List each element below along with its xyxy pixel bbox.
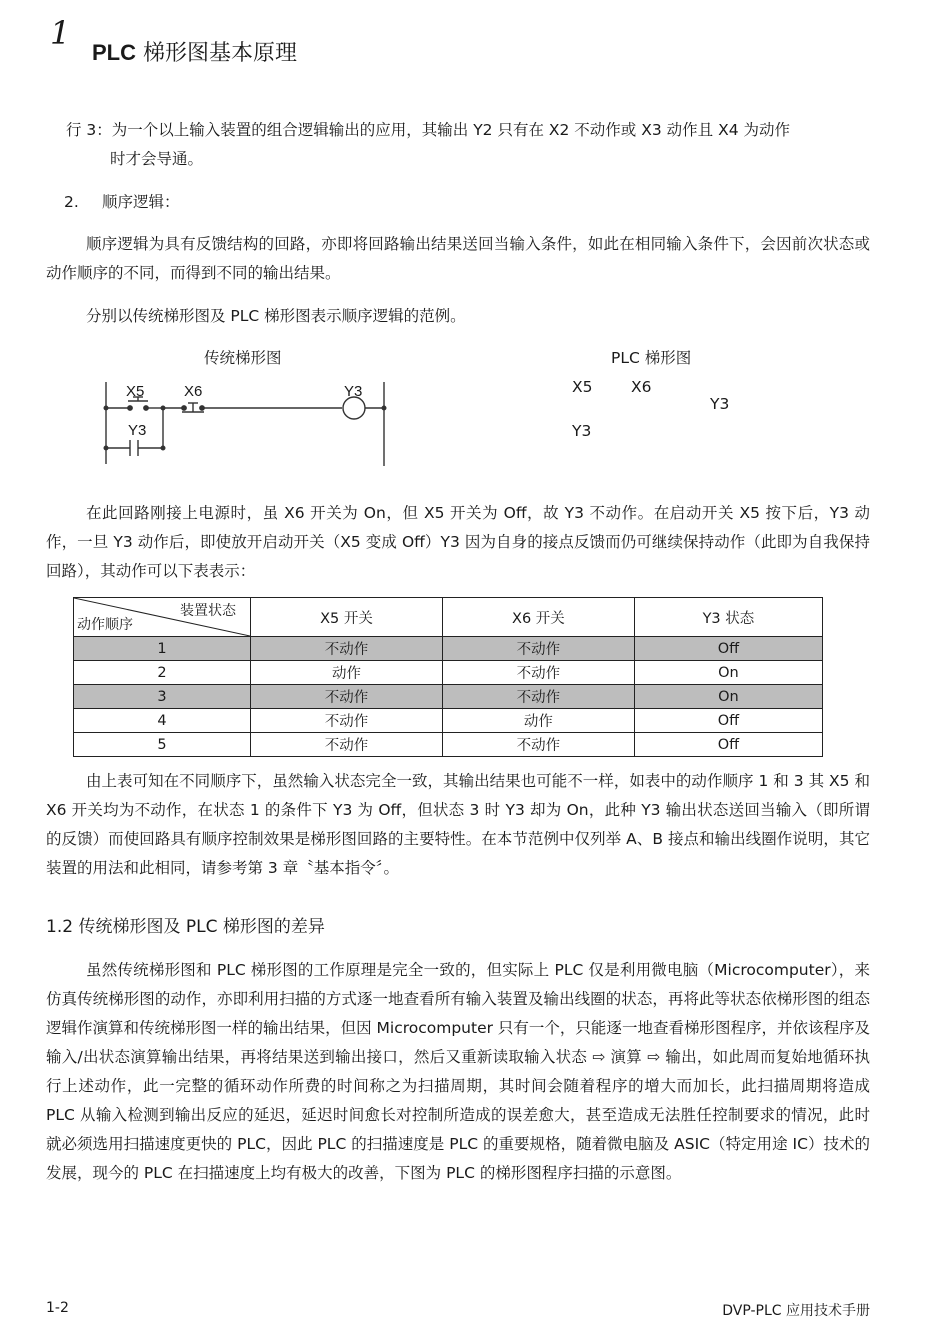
chapter-title-latin: PLC	[92, 40, 136, 65]
plc-label-y3-contact: Y3	[572, 422, 592, 440]
ladder-label-y3-contact: Y3	[128, 422, 147, 439]
y3-output-coil	[343, 397, 365, 419]
cell-seq: 3	[74, 685, 251, 709]
section-heading-1-2: 1.2 传统梯形图及 PLC 梯形图的差异	[46, 917, 325, 937]
table-corner-cell	[74, 598, 251, 637]
operation-state-table	[73, 597, 823, 757]
item-2-label: 顺序逻辑：	[102, 193, 180, 211]
paragraph-example-intro: 分别以传统梯形图及 PLC 梯形图表示顺序逻辑的范例。	[86, 307, 466, 325]
paragraph-table-explanation: 由上表可知在不同顺序下，虽然输入状态完全一致，其输出结果也可能不一样，如表中的动作顺序 1 和 3 其 X5 和 X6 开关均为不动作，在状态 1 的条件下 Y3 为 Off，但状态 3 时 Y3 却为 On，此种 Y3 输出状态送回当输入（即所谓的反馈）而使回路具有顺序控制效果是梯形图回路的主要特性。在本节范例中仅列举 A、B 接点和输出线圈作说明，其它装置的用法和此相同，请参考第 3 章〝基本指令〞。	[46, 772, 870, 877]
table-row	[74, 661, 823, 685]
paragraph-circuit-operation: 在此回路刚接上电源时，虽 X6 开关为 On，但 X5 开关为 Off，故 Y3 不动作。在启动开关 X5 按下后，Y3 动作，一旦 Y3 动作后，即使放开启动开关（X5 变成 Off）Y3 因为自身的接点反馈而仍可继续保持动作（此即为自我保持回路），其动作可以下表表示：	[46, 504, 870, 580]
line3-first: 行 3：为一个以上输入装置的组合逻辑输出的应用，其输出 Y2 只有在 X2 不动作或 X3 动作且 X4 为动作	[66, 121, 790, 139]
item-2-number: 2.	[64, 193, 79, 211]
table-header-row	[74, 598, 823, 637]
cell-y3: Off	[634, 733, 822, 757]
cell-seq: 2	[74, 661, 251, 685]
figure-traditional-title: 传统梯形图	[204, 349, 282, 367]
chapter-title	[92, 36, 297, 67]
line3-second: 时才会导通。	[110, 150, 204, 168]
cell-x6: 不动作	[442, 661, 634, 685]
x6-pushbutton-contact	[182, 403, 204, 412]
cell-seq: 5	[74, 733, 251, 757]
footer-page-number: 1-2	[46, 1300, 69, 1316]
cell-x6: 动作	[442, 709, 634, 733]
cell-y3: On	[634, 685, 822, 709]
traditional-ladder-diagram	[100, 378, 400, 470]
cell-seq: 1	[74, 637, 251, 661]
ladder-label-x6: X6	[184, 383, 203, 400]
table-row	[74, 733, 823, 757]
cell-x5: 不动作	[251, 637, 443, 661]
item-2-heading	[64, 188, 180, 217]
chapter-title-rest: 梯形图基本原理	[136, 41, 297, 66]
cell-x5: 不动作	[251, 685, 443, 709]
column-header-x5: X5 开关	[251, 598, 443, 637]
cell-seq: 4	[74, 709, 251, 733]
cell-y3: Off	[634, 709, 822, 733]
chapter-number: 1	[50, 14, 71, 52]
cell-x6: 不动作	[442, 733, 634, 757]
line3-description	[66, 116, 886, 174]
cell-x5: 不动作	[251, 733, 443, 757]
cell-y3: Off	[634, 637, 822, 661]
ladder-label-y3-coil: Y3	[344, 383, 363, 400]
cell-x6: 不动作	[442, 637, 634, 661]
plc-label-y3-coil: Y3	[710, 395, 730, 413]
table-row	[74, 709, 823, 733]
footer-manual-title: DVP-PLC 应用技术手册	[722, 1303, 870, 1319]
plc-label-x5: X5	[572, 378, 593, 396]
cell-y3: On	[634, 661, 822, 685]
table-row	[74, 685, 823, 709]
y3-self-holding-contact	[130, 440, 138, 456]
column-header-y3: Y3 状态	[634, 598, 822, 637]
column-header-x6: X6 开关	[442, 598, 634, 637]
paragraph-sequence-logic: 顺序逻辑为具有反馈结构的回路，亦即将回路输出结果送回当输入条件，如此在相同输入条件下，会因前次状态或动作顺序的不同，而得到不同的输出结果。	[46, 235, 870, 282]
table-row	[74, 637, 823, 661]
cell-x5: 动作	[251, 661, 443, 685]
figure-plc-title: PLC 梯形图	[611, 349, 692, 367]
cell-x6: 不动作	[442, 685, 634, 709]
cell-x5: 不动作	[251, 709, 443, 733]
corner-label-device-state: 装置状态	[180, 603, 236, 619]
corner-label-sequence: 动作顺序	[77, 617, 133, 633]
paragraph-ladder-difference: 虽然传统梯形图和 PLC 梯形图的工作原理是完全一致的，但实际上 PLC 仅是利用微电脑（Microcomputer），来仿真传统梯形图的动作，亦即利用扫描的方式逐一地查看所有输入装置及输出线圈的状态，再将此等状态依梯形图的组态逻辑作演算和传统梯形图一样的输出结果，但因 Microcomputer 只有一个，只能逐一地查看梯形图程序，并依该程序及输入/出状态演算输出结果，再将结果送到输出接口，然后又重新读取输入状态 ⇨ 演算 ⇨ 输出，如此周而复始地循环执行上述动作，此一完整的循环动作所费的时间称之为扫描周期，其时间会随着程序的增大而加长，此扫描周期将造成 PLC 从输入检测到输出反应的延迟，延迟时间愈长对控制所造成的误差愈大，甚至造成无法胜任控制要求的情况，此时就必须选用扫描速度更快的 PLC，因此 PLC 的扫描速度是 PLC 的重要规格，随着微电脑及 ASIC（特定用途 IC）技术的发展，现今的 PLC 在扫描速度上均有极大的改善，下图为 PLC 的梯形图程序扫描的示意图。	[46, 961, 870, 1182]
ladder-label-x5: X5	[126, 383, 145, 400]
plc-label-x6: X6	[631, 378, 652, 396]
